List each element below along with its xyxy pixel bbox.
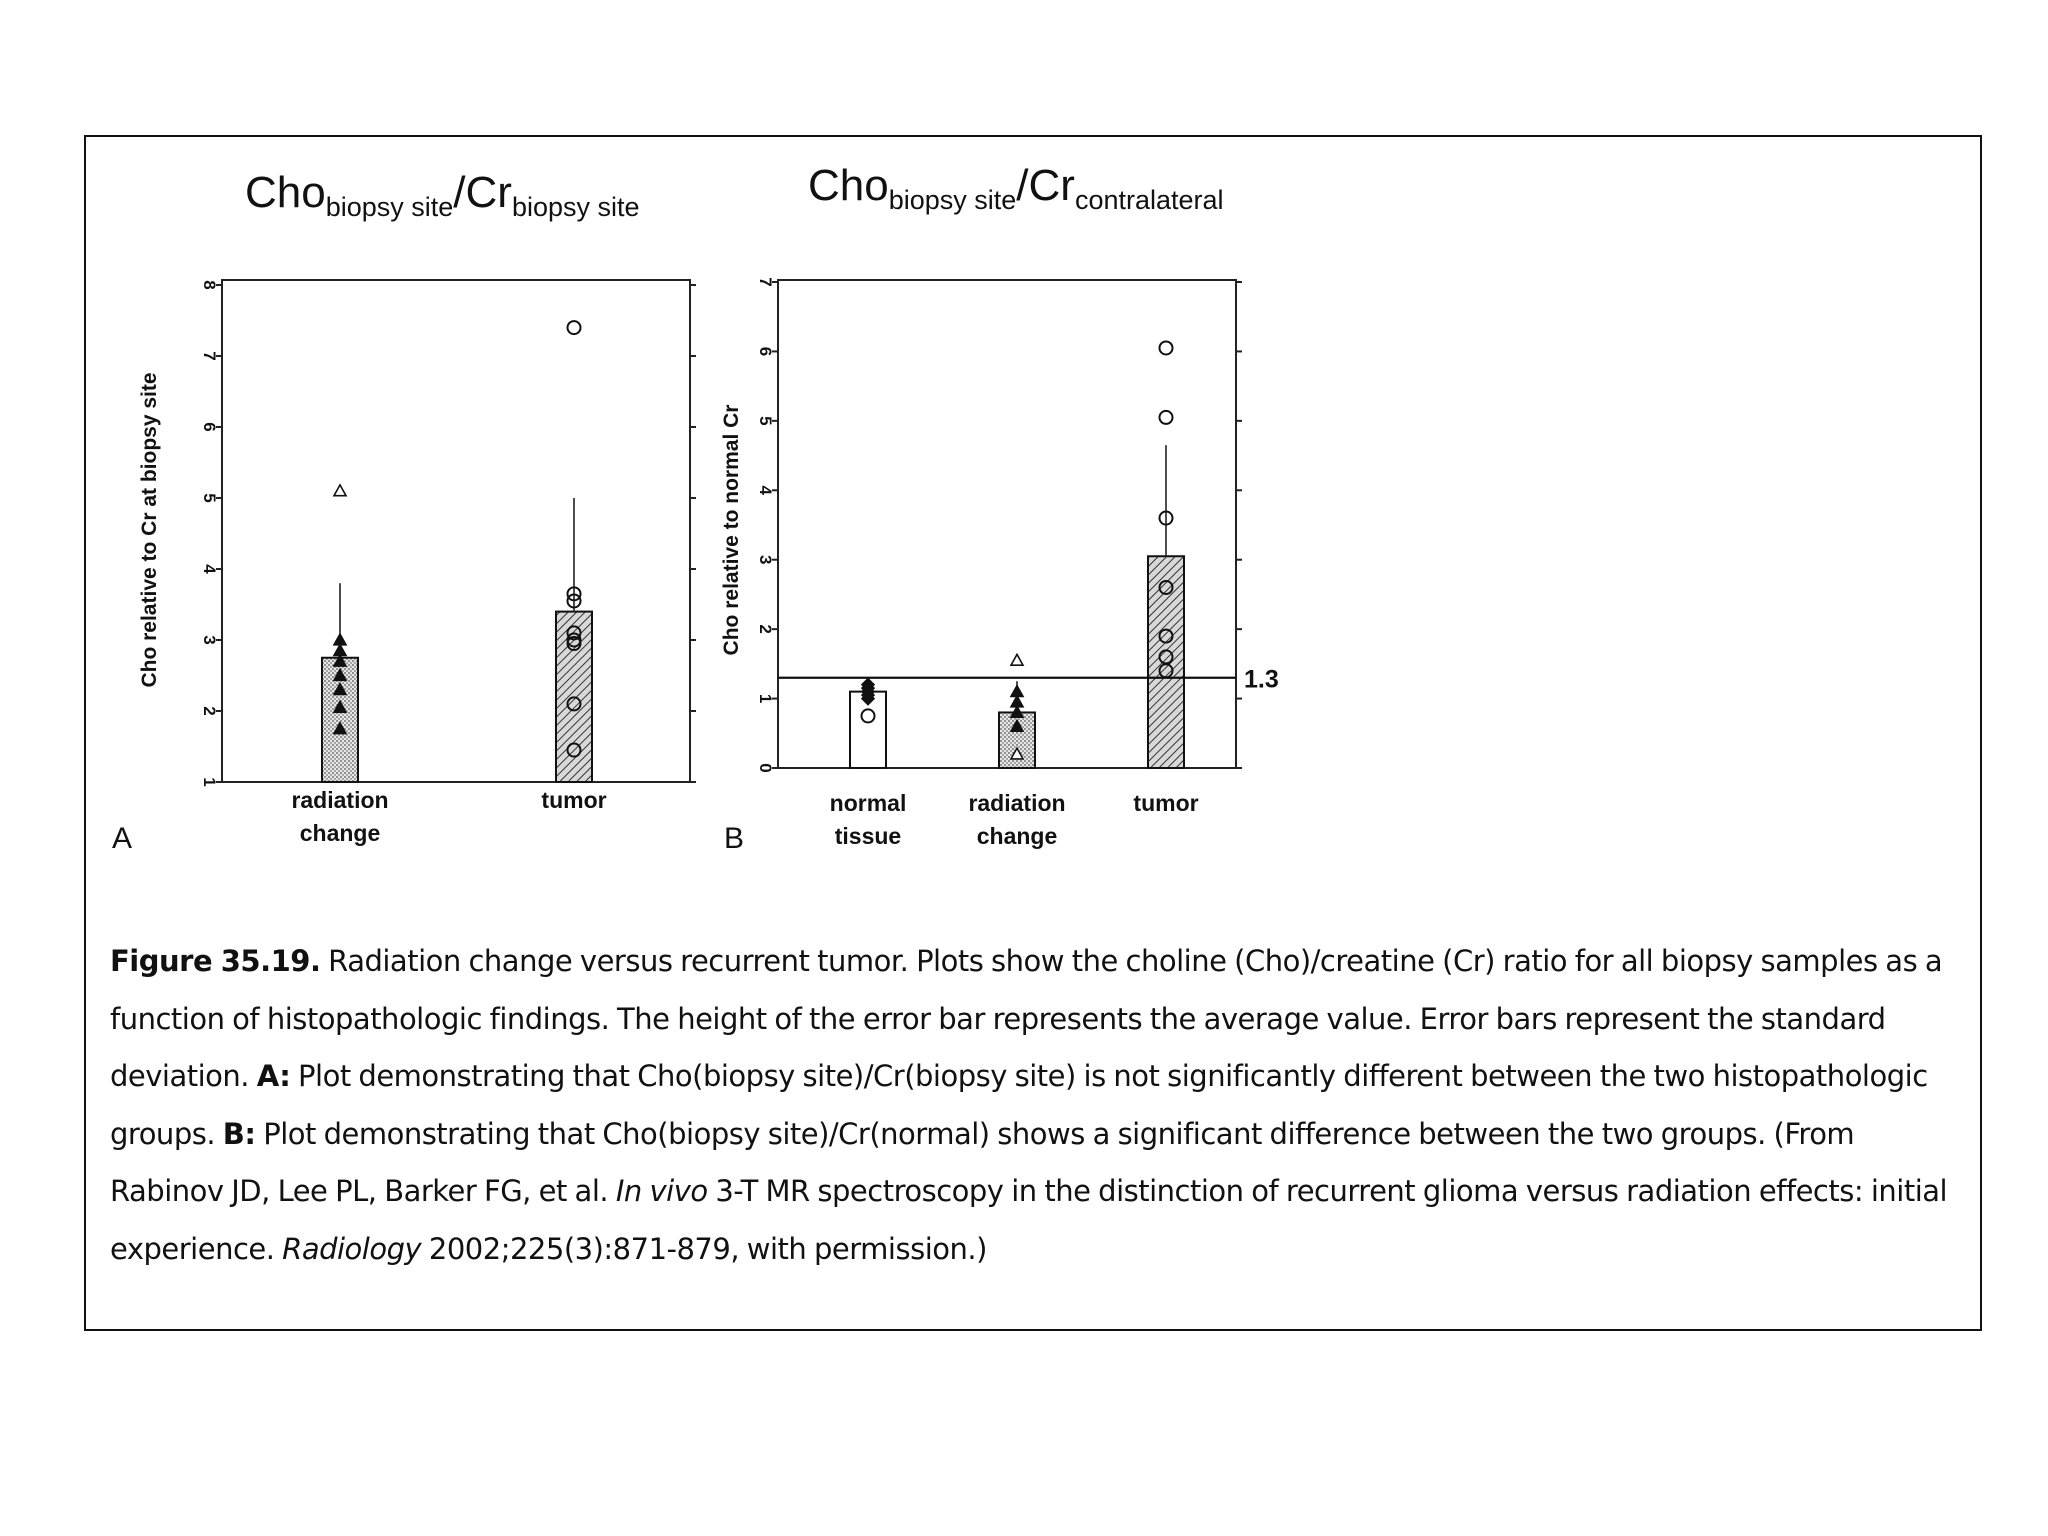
panel-b-letter: B [724,822,745,855]
caption-italic-1: In vivo [615,1174,708,1208]
y-tick-label: 4 [200,564,219,574]
category-label: tumor [1133,790,1199,816]
caption-figure-label: Figure 35.19. [110,944,321,978]
category-label: tissue [834,823,902,849]
y-tick-label: 3 [756,554,775,565]
category-label: tumor [541,787,607,813]
panel-a-ylabel: Cho relative to Cr at biopsy site [138,372,161,688]
bar [1148,556,1184,768]
caption-text-3: Plot demonstrating that Cho(biopsy site)/Cr(normal) shows a significant difference between the two groups. (From Rabinov JD, Lee PL, Barker FG, et al. [110,1116,1855,1208]
panel-b-title-sub2: contralateral [1074,185,1224,215]
category-label: radiation [291,787,389,813]
data-point [1160,341,1173,354]
category-label: change [299,820,381,846]
data-point [334,485,346,496]
caption-text-1: Radiation change versus recurrent tumor. Plots show the choline (Cho)/creatine (Cr) ratio for all biopsy samples as a function of histopathologic findings. The height of the error bar represents the average value. Error bars represent the standard deviation. [110,944,1943,1093]
panel-b-title-sep: /Cr [1016,161,1075,210]
panel-b-title [808,161,1224,215]
y-tick-label: 5 [756,416,775,426]
y-tick-label: 8 [200,280,219,290]
category-label: change [976,823,1058,849]
category-label: normal [829,790,907,816]
panel-a-title-sub1: biopsy site [325,192,454,222]
panel-b-title-sub1: biopsy site [888,185,1017,215]
y-tick-label: 7 [200,351,219,361]
reference-line-label: 1.3 [1244,665,1279,694]
panel-a-title-sub2: biopsy site [511,192,640,222]
y-tick-label: 5 [200,493,219,503]
data-point [568,321,581,334]
y-tick-label: 6 [200,422,219,432]
caption-a-label: A: [256,1059,291,1093]
caption-text-4: 3-T MR spectroscopy in the distinction of recurrent glioma versus radiation effects: initial experience. [110,1174,1948,1266]
y-tick-label: 6 [756,346,775,357]
panel-b-ylabel: Cho relative to normal Cr [720,404,743,656]
panel-b-title-base: Cho [808,161,889,210]
panel-b-marks [756,277,1279,849]
data-point [334,634,346,645]
panel-a-title [245,168,640,222]
panel-a-marks [200,280,696,846]
y-tick-label: 7 [756,277,775,287]
data-point [1160,411,1173,424]
panel-a-letter: A [112,822,133,855]
y-tick-label: 2 [200,706,219,716]
panel-a-title-base: Cho [245,168,326,217]
caption-italic-2: Radiology [282,1231,422,1266]
data-point [334,645,346,656]
data-point [1011,654,1023,665]
y-tick-label: 3 [200,635,219,645]
caption-text-5: 2002;225(3):871-879, with permission.) [421,1231,987,1266]
figure-caption [110,933,1970,1278]
panel-a-plot-frame [222,280,690,782]
y-tick-label: 1 [200,777,219,787]
y-tick-label: 1 [756,693,775,704]
y-tick-label: 2 [756,624,775,634]
caption-text-2: Plot demonstrating that Cho(biopsy site)/Cr(biopsy site) is not significantly different between the two histopathologic groups. [110,1059,1928,1151]
y-tick-label: 0 [756,763,775,773]
caption-b-label: B: [222,1116,256,1151]
y-tick-label: 4 [756,485,775,496]
category-label: radiation [968,790,1066,816]
panel-a-title-sep: /Cr [453,168,512,217]
